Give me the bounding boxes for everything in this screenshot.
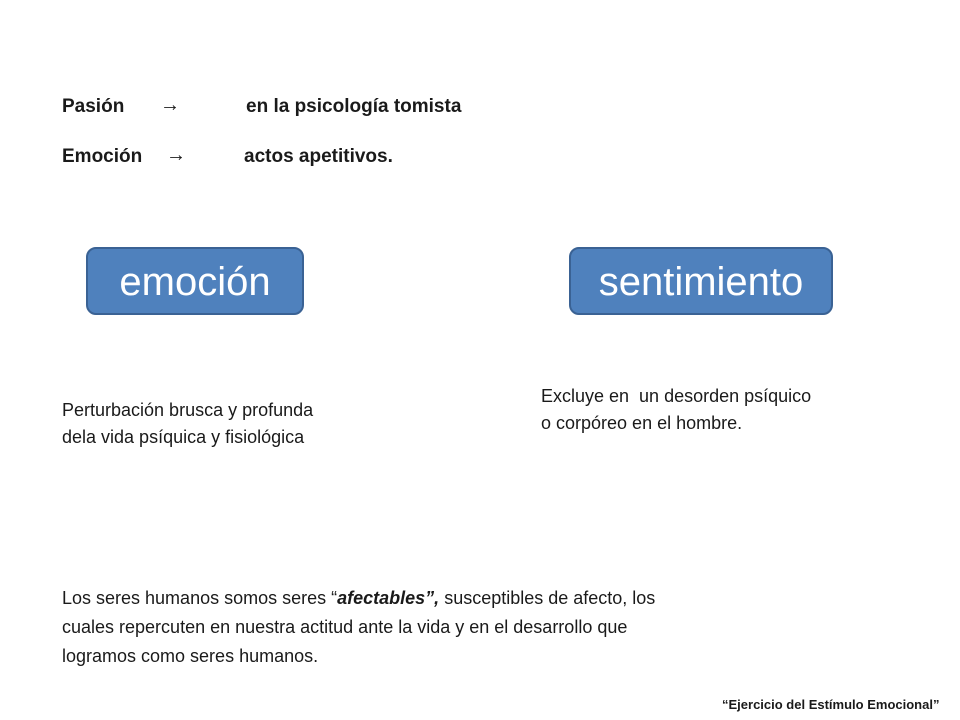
sentimiento-description-line: Excluye en un desorden psíquico: [541, 386, 812, 406]
sentimiento-description-line: o corpóreo en el hombre.: [541, 413, 743, 433]
box-sentimiento: [569, 247, 833, 315]
emocion-description: [62, 397, 313, 451]
emocion-description-line: dela vida psíquica y fisiológica: [62, 427, 305, 447]
paragraph-emphasis: afectables”,: [337, 588, 440, 608]
afectables-paragraph: [62, 584, 702, 671]
term-pasion: Pasión: [62, 96, 125, 117]
text-actos-apetitivos: actos apetitivos.: [244, 146, 393, 167]
box-emocion-label: emoción: [119, 260, 271, 304]
box-emocion: [86, 247, 304, 315]
text-psicologia-tomista: en la psicología tomista: [246, 96, 462, 117]
arrow-right-icon: →: [160, 94, 180, 116]
term-emocion: Emoción: [62, 146, 143, 167]
sentimiento-description: [541, 383, 811, 437]
box-sentimiento-label: sentimiento: [598, 260, 804, 304]
footer-caption: “Ejercicio del Estímulo Emocional”: [722, 697, 940, 712]
paragraph-end: susceptibles de afecto, los cuales repercuten en nuestra actitud ante la vida y en el desarrollo que logramos como seres humanos.: [62, 588, 656, 666]
arrow-right-icon: →: [166, 144, 186, 166]
paragraph-start: Los seres humanos somos seres “: [62, 588, 338, 608]
emocion-description-line: Perturbación brusca y profunda: [62, 400, 314, 420]
